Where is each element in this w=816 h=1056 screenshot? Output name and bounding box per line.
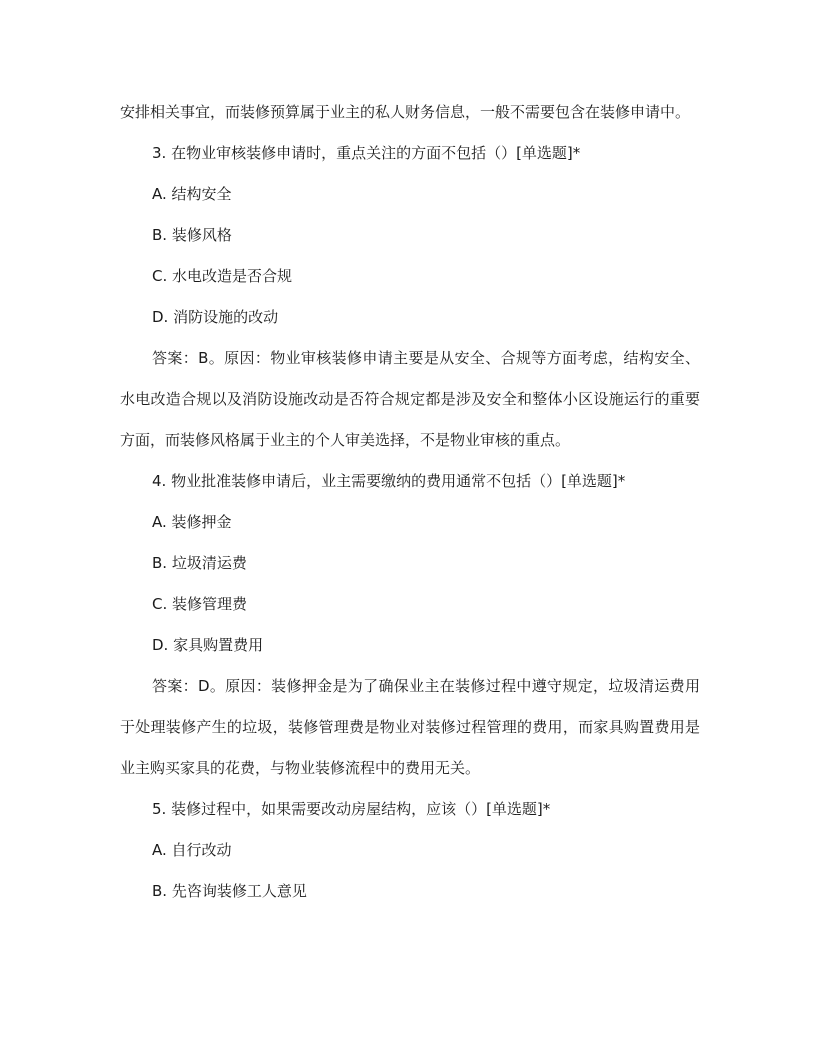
question-3-option-b: B. 装修风格	[152, 226, 232, 244]
question-4-option-c: C. 装修管理费	[152, 595, 248, 613]
document-body	[120, 92, 700, 912]
question-5-text: 5. 装修过程中，如果需要改动房屋结构，应该（）[单选题]*	[152, 800, 551, 818]
question-3-option-c: C. 水电改造是否合规	[152, 267, 293, 285]
question-4-option-b: B. 垃圾清运费	[152, 554, 247, 572]
question-5-option-b: B. 先咨询装修工人意见	[152, 882, 307, 900]
question-5-option-a: A. 自行改动	[152, 841, 232, 859]
question-3-option-a: A. 结构安全	[152, 185, 232, 203]
question-4-option-a: A. 装修押金	[152, 513, 232, 531]
question-3-option-d: D. 消防设施的改动	[152, 308, 279, 326]
question-3-answer: 答案：B。原因：物业审核装修申请主要是从安全、合规等方面考虑，结构安全、水电改造合规以及消防设施改动是否符合规定都是涉及安全和整体小区设施运行的重要方面，而装修风格属于业主的个人审美选择，不是物业审核的重点。	[120, 349, 700, 449]
question-4-option-d: D. 家具购置费用	[152, 636, 264, 654]
question-3-text: 3. 在物业审核装修申请时，重点关注的方面不包括（）[单选题]*	[152, 144, 581, 162]
intro-paragraph: 安排相关事宜，而装修预算属于业主的私人财务信息，一般不需要包含在装修申请中。	[120, 103, 691, 121]
question-4-answer: 答案：D。原因：装修押金是为了确保业主在装修过程中遵守规定，垃圾清运费用于处理装修产生的垃圾，装修管理费是物业对装修过程管理的费用，而家具购置费用是业主购买家具的花费，与物业装修流程中的费用无关。	[120, 677, 700, 777]
question-4-text: 4. 物业批准装修申请后，业主需要缴纳的费用通常不包括（）[单选题]*	[152, 472, 626, 490]
